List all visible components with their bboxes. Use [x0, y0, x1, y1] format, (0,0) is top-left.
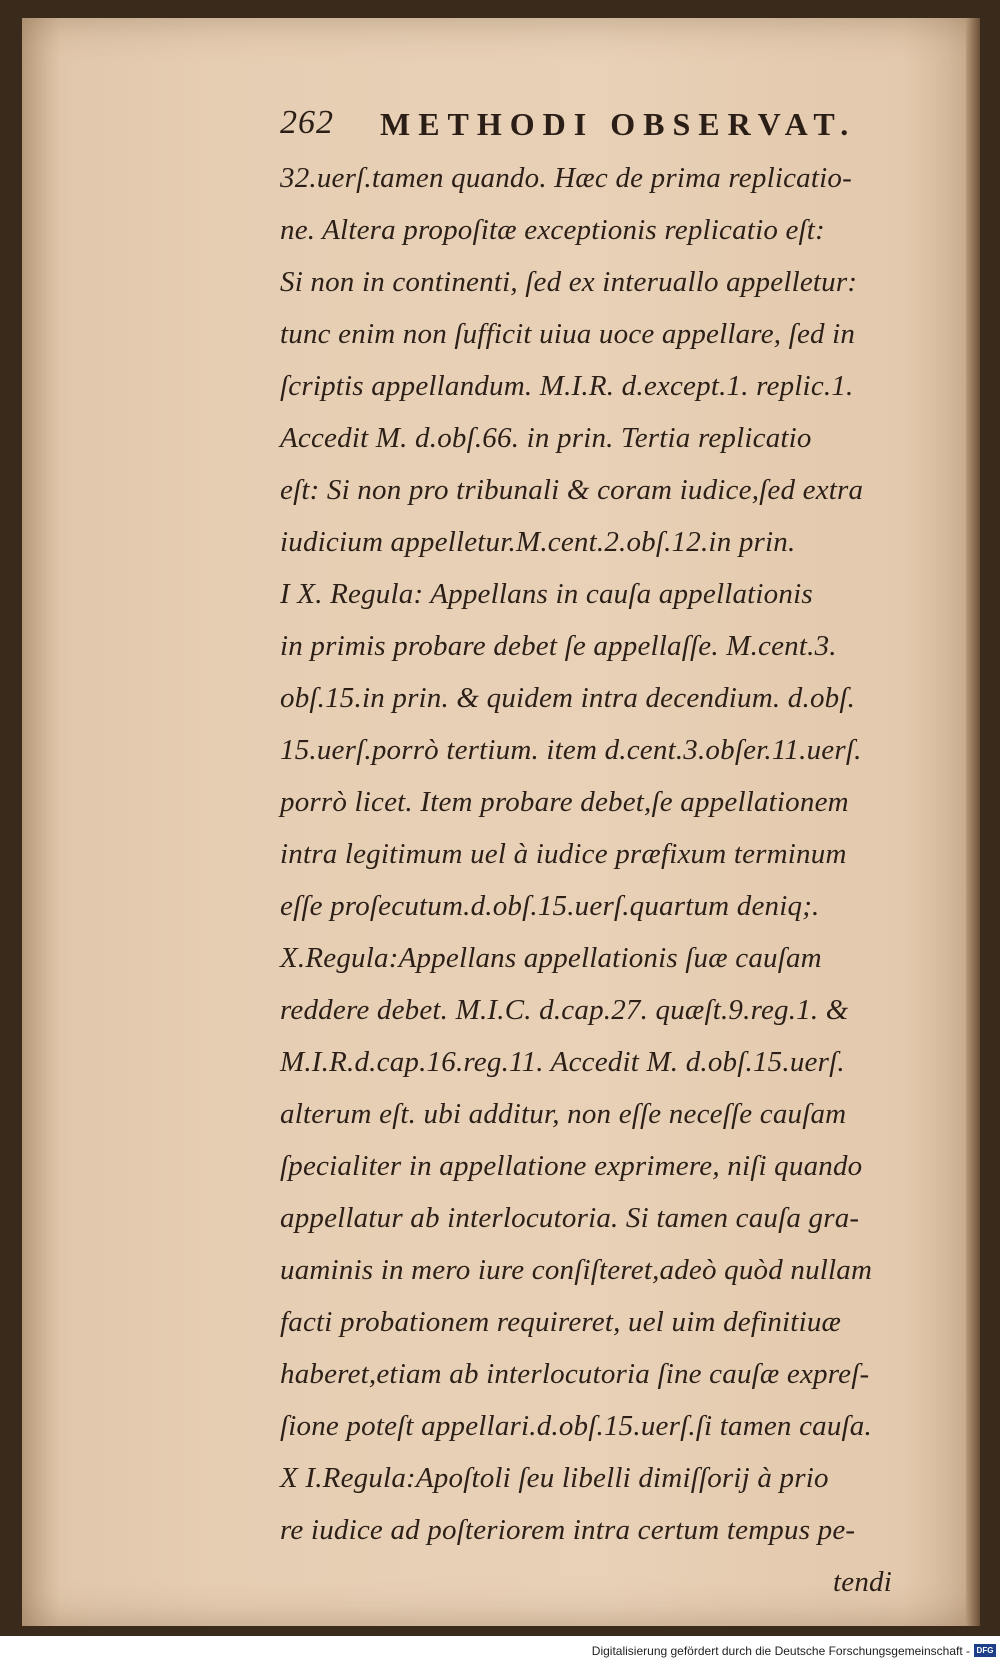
- text-line: ſpecialiter in appellatione exprimere, niſi quando: [280, 1150, 863, 1182]
- text-line: Accedit M. d.obſ.66. in prin. Tertia replicatio: [280, 422, 812, 454]
- text-line: ne. Altera propoſitæ exceptionis replicatio eſt:: [280, 214, 825, 246]
- text-line: 32.uerſ.tamen quando. Hæc de prima replicatio-: [280, 162, 852, 194]
- text-line: ſione poteſt appellari.d.obſ.15.uerſ.ſi tamen cauſa.: [280, 1410, 872, 1442]
- text-line: obſ.15.in prin. & quidem intra decendium. d.obſ.: [280, 682, 856, 714]
- text-line: ſcriptis appellandum. M.I.R. d.except.1. replic.1.: [280, 370, 854, 402]
- text-line: eſſe proſecutum.d.obſ.15.uerſ.quartum deniq;.: [280, 890, 820, 922]
- page-header: [280, 98, 900, 148]
- dfg-logo-icon: DFG: [974, 1644, 996, 1657]
- running-head: METHODI OBSERVAT.: [380, 106, 857, 142]
- text-line: appellatur ab interlocutoria. Si tamen cauſa gra-: [280, 1202, 860, 1234]
- catchword: tendi: [833, 1566, 892, 1598]
- page-edge: [966, 18, 980, 1626]
- text-line: intra legitimum uel à iudice præfixum terminum: [280, 838, 847, 870]
- text-line: M.I.R.d.cap.16.reg.11. Accedit M. d.obſ.15.uerſ.: [280, 1046, 845, 1078]
- text-line: alterum eſt. ubi additur, non eſſe neceſſe cauſam: [280, 1098, 847, 1130]
- body-text: [280, 152, 910, 1608]
- text-line: in primis probare debet ſe appellaſſe. M.cent.3.: [280, 630, 837, 662]
- footer: [0, 1636, 1000, 1666]
- page-number: 262: [280, 104, 334, 141]
- text-line: X.Regula:Appellans appellationis ſuæ cauſam: [280, 942, 822, 974]
- text-line: tunc enim non ſufficit uiua uoce appellare, ſed in: [280, 318, 856, 350]
- funding-note: Digitalisierung gefördert durch die Deutsche Forschungsgemeinschaft -: [591, 1644, 970, 1658]
- text-line: re iudice ad poſteriorem intra certum tempus pe-: [280, 1514, 856, 1546]
- text-line: haberet,etiam ab interlocutoria ſine cauſæ expreſ-: [280, 1358, 870, 1390]
- text-line: facti probationem requireret, uel uim definitiuæ: [280, 1306, 842, 1338]
- text-line: iudicium appelletur.M.cent.2.obſ.12.in prin.: [280, 526, 796, 558]
- text-line: eſt: Si non pro tribunali & coram iudice,ſed extra: [280, 474, 864, 506]
- text-line: Si non in continenti, ſed ex interuallo appelletur:: [280, 266, 858, 298]
- text-line: X I.Regula:Apoſtoli ſeu libelli dimiſſorij à prio: [280, 1462, 829, 1494]
- text-line: I X. Regula: Appellans in cauſa appellationis: [280, 578, 813, 610]
- text-line: uaminis in mero iure conſiſteret,adeò quòd nullam: [280, 1254, 873, 1286]
- text-line: 15.uerſ.porrò tertium. item d.cent.3.obſer.11.uerſ.: [280, 734, 862, 766]
- text-line: reddere debet. M.I.C. d.cap.27. quæſt.9.reg.1. &: [280, 994, 849, 1026]
- text-line: porrò licet. Item probare debet,ſe appellationem: [280, 786, 849, 818]
